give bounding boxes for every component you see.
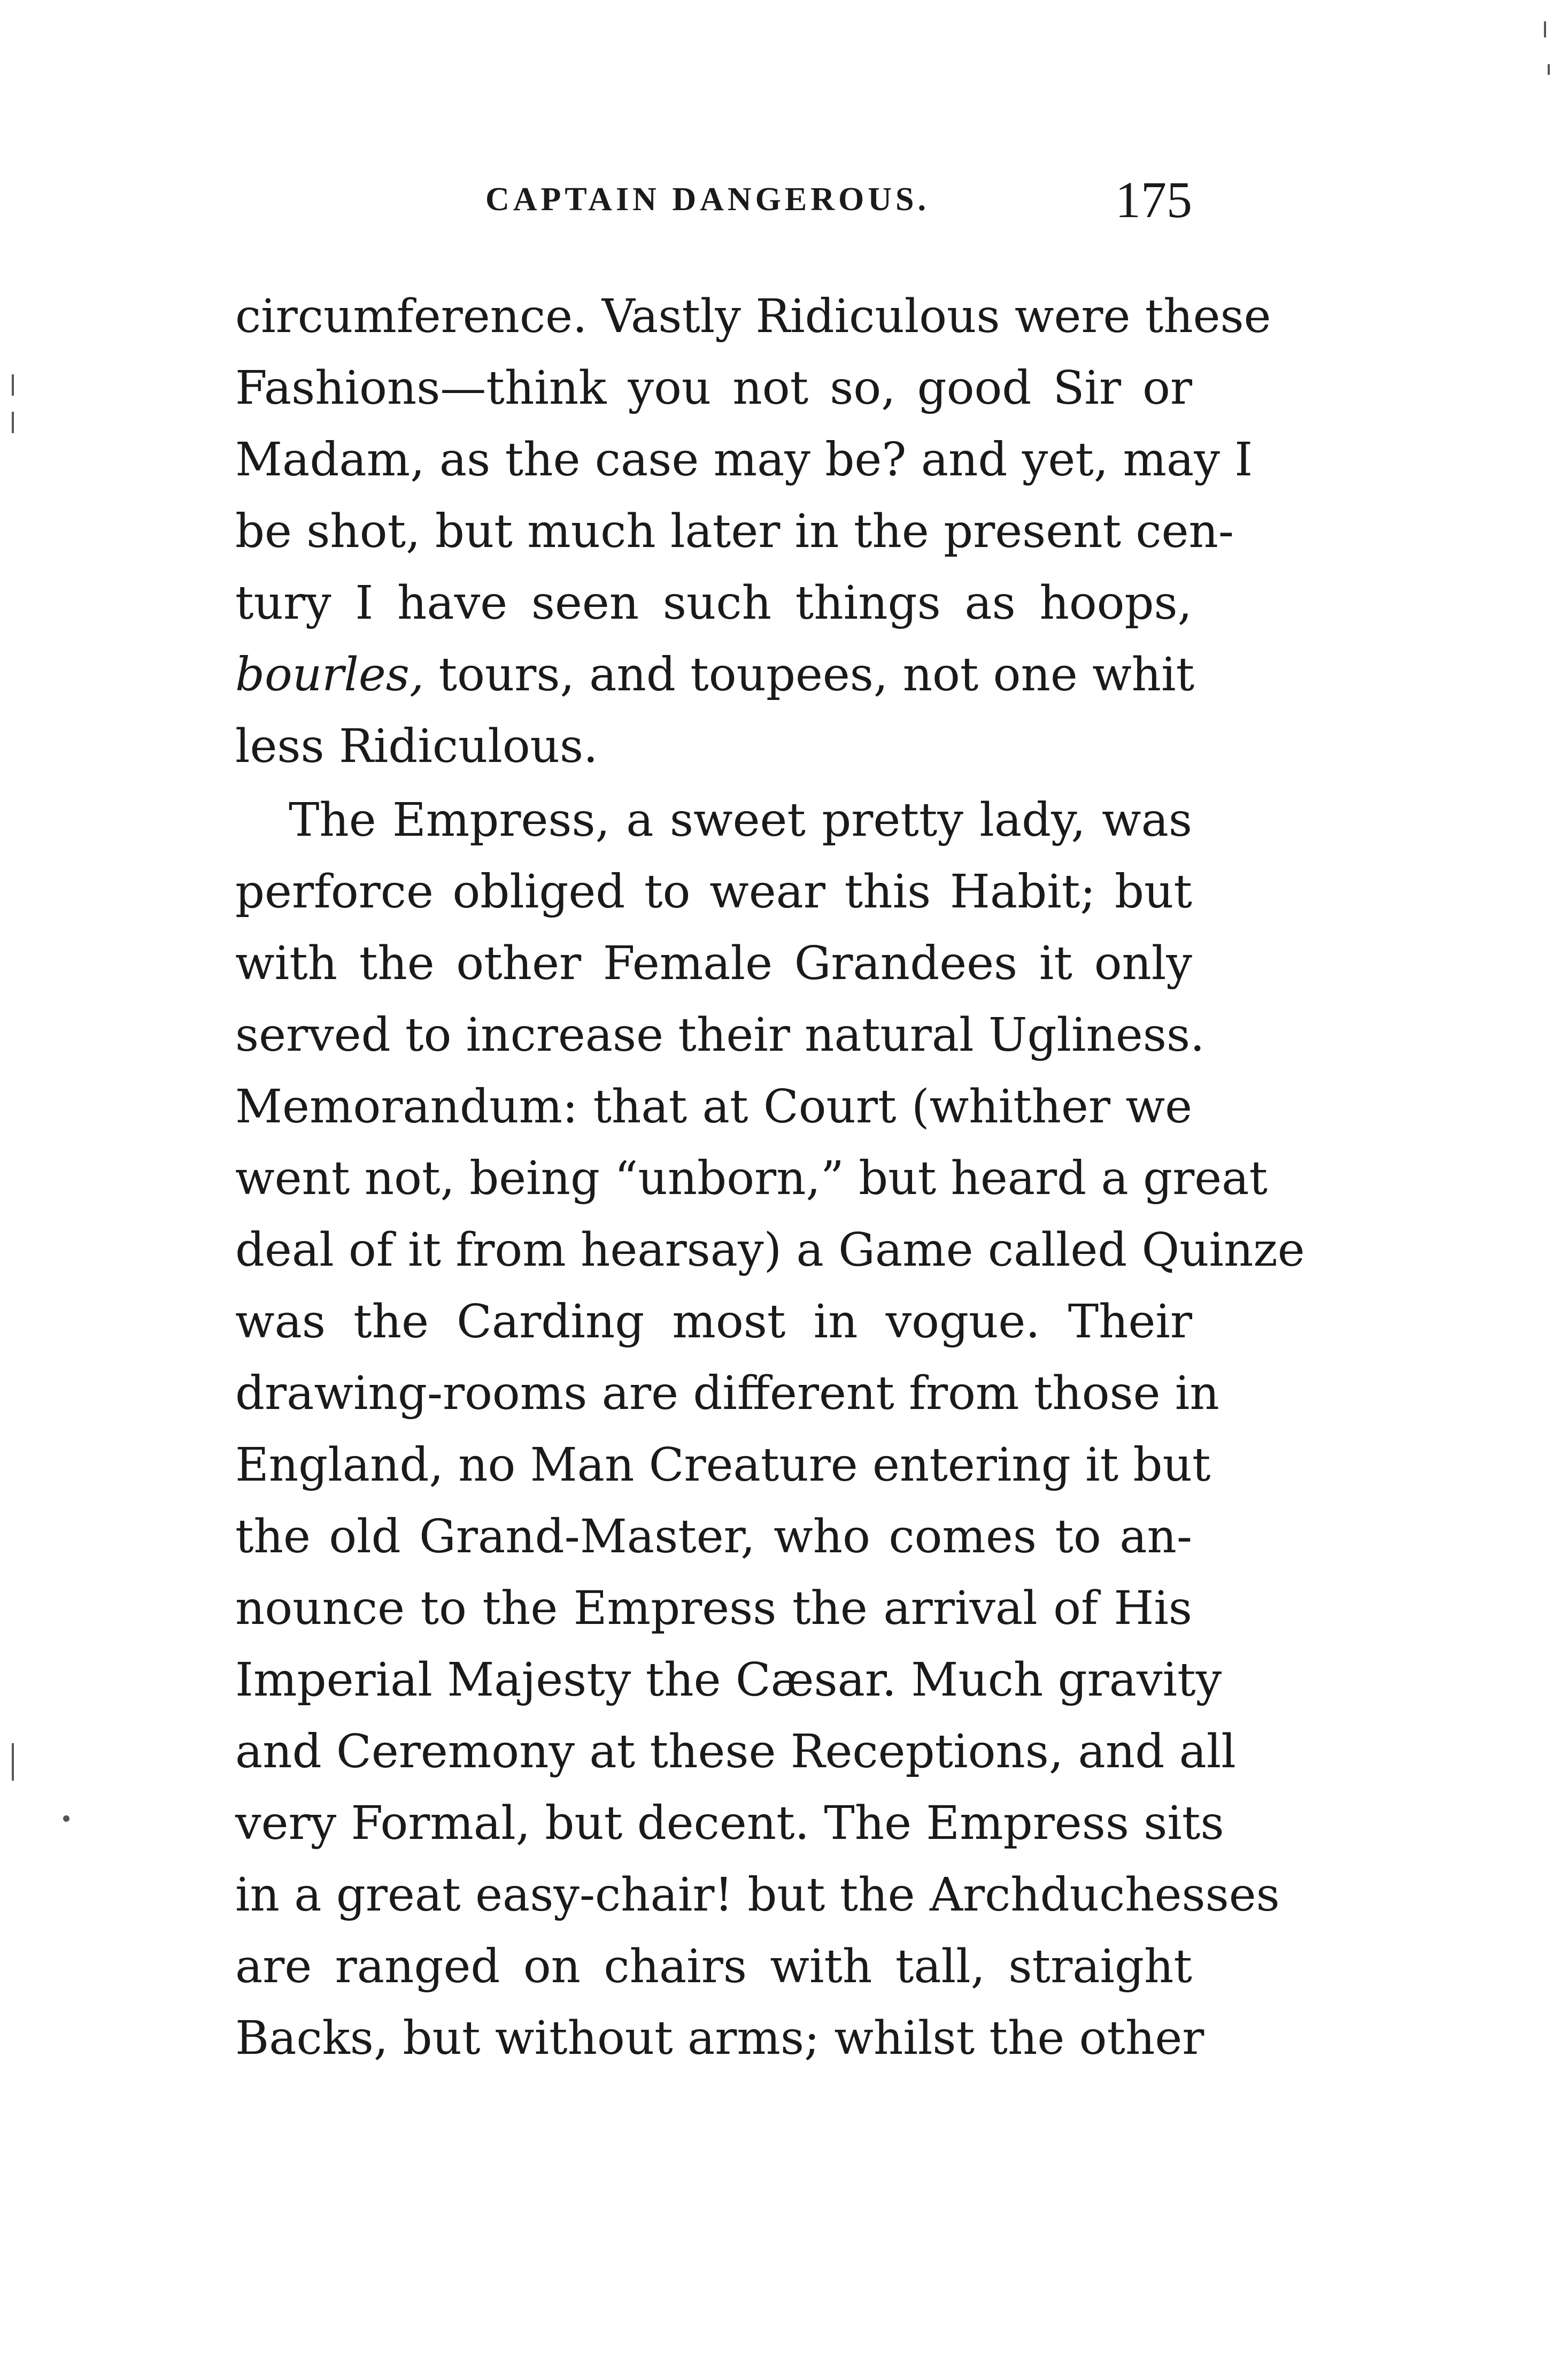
text-line: the old Grand-Master, who comes to an- (235, 1510, 1192, 1564)
scan-mark (1544, 21, 1546, 37)
text-line: with the other Female Grandees it only (235, 937, 1192, 990)
text-line: Imperial Majesty the Cæsar. Much gravity (235, 1653, 1222, 1707)
text-line: was the Carding most in vogue. Their (235, 1295, 1192, 1349)
text-line: are ranged on chairs with tall, straight (235, 1940, 1192, 1993)
paragraph-1 (235, 281, 1271, 782)
scan-mark (12, 412, 14, 433)
scan-mark (63, 1815, 69, 1822)
text-line: less Ridiculous. (235, 720, 598, 773)
text-line: Memorandum: that at Court (whither we (235, 1080, 1192, 1134)
text-line: drawing-rooms are different from those in (235, 1367, 1219, 1420)
text-line: Madam, as the case may be? and yet, may I (235, 433, 1253, 487)
page-text (235, 281, 1305, 2074)
italic-word: bourles, (235, 648, 424, 702)
text-line: served to increase their natural Ugliness. (235, 1008, 1205, 1062)
text-line-rest: tours, and toupees, not one whit (438, 648, 1195, 702)
text-line: and Ceremony at these Receptions, and all (235, 1725, 1236, 1778)
scan-mark (1548, 64, 1550, 75)
running-head (235, 170, 1192, 234)
running-title: CAPTAIN DANGEROUS. (485, 181, 930, 218)
text-line: in a great easy-chair! but the Archduchesses (235, 1868, 1280, 1922)
text-line: be shot, but much later in the present cen- (235, 505, 1234, 558)
text-line: nounce to the Empress the arrival of His (235, 1582, 1192, 1635)
text-line: Backs, but without arms; whilst the other (235, 2012, 1204, 2065)
text-line: went not, being “unborn,” but heard a great (235, 1152, 1268, 1205)
text-line: The Empress, a sweet pretty lady, was (289, 794, 1192, 847)
page-number: 175 (1115, 171, 1192, 228)
text-line: Fashions—think you not so, good Sir or (235, 361, 1192, 415)
paragraph-2 (235, 784, 1305, 2074)
scan-mark (12, 1743, 14, 1781)
text-line: circumference. Vastly Ridiculous were these (235, 290, 1271, 343)
text-line-with-italic (235, 639, 1195, 711)
text-line: tury I have seen such things as hoops, (235, 576, 1192, 630)
text-line: deal of it from hearsay) a Game called Quinze (235, 1223, 1305, 1277)
text-line: perforce obliged to wear this Habit; but (235, 865, 1192, 919)
scan-mark (12, 374, 14, 396)
text-line: England, no Man Creature entering it but (235, 1438, 1211, 1492)
text-line: very Formal, but decent. The Empress sits (235, 1797, 1224, 1850)
